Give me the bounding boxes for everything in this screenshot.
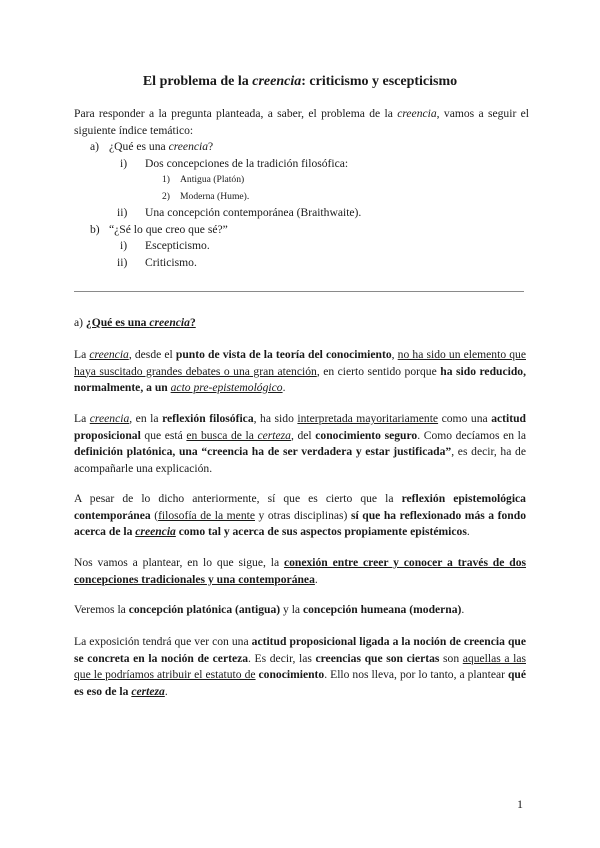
toc-item-b-ii	[74, 255, 529, 272]
toc-item-a-i-1	[74, 172, 529, 189]
toc-text: Escepticismo.	[145, 239, 210, 252]
toc-text: Moderna (Hume).	[180, 190, 250, 202]
paragraph-3: A pesar de lo dicho anteriormente, sí que es cierto que la reflexión epistemológica contemporánea (filosofía de la mente y otras disciplinas) sí que ha reflexionado más a fondo acerca de la creencia como tal y acerca de sus aspectos propiamente epistémicos.	[74, 492, 526, 538]
title-text-end: : criticismo y escepticismo	[301, 74, 458, 89]
toc-marker: 2)	[162, 190, 170, 202]
paragraph-1: La creencia, desde el punto de vista de la teoría del conocimiento, no ha sido un elemento que haya suscitado grandes debates o una gran atención, en cierto sentido porque ha sido reducido, normalmente, a un acto pre-epistemológico.	[74, 348, 526, 394]
toc-text: Dos concepciones de la tradición filosófica:	[145, 156, 349, 170]
section-heading: a) ¿Qué es una creencia?	[74, 316, 196, 329]
title-text: El problema de la	[142, 74, 253, 89]
toc-item-a-i	[74, 156, 529, 173]
title-italic: creencia	[252, 74, 302, 89]
toc-text: Antigua (Platón)	[180, 174, 245, 185]
intro-paragraph: Para responder a la pregunta planteada, a saber, el problema de la creencia, vamos a seguir el siguiente índice temático:	[74, 107, 530, 137]
toc-item-a-i-2	[74, 189, 529, 206]
toc-item-a	[74, 139, 529, 156]
toc-marker: ii)	[117, 206, 128, 219]
toc-text: ¿Qué es una creencia?	[109, 140, 214, 153]
toc-text: “¿Sé lo que creo que sé?”	[109, 222, 228, 236]
toc-marker: 1)	[162, 174, 170, 185]
toc-item-a-ii	[74, 205, 529, 222]
toc-marker: i)	[120, 156, 128, 170]
toc-text: Una concepción contemporánea (Braithwaite).	[145, 206, 362, 219]
section-divider	[74, 291, 524, 292]
toc-marker: ii)	[117, 255, 128, 269]
paragraph-5: Veremos la concepción platónica (antigua) y la concepción humeana (moderna).	[74, 603, 465, 616]
paragraph-4: Nos vamos a plantear, en lo que sigue, la conexión entre creer y conocer a través de dos concepciones tradicionales y una contemporánea.	[74, 556, 527, 586]
document-title	[0, 74, 600, 90]
paragraph-2: La creencia, en la reflexión filosófica, ha sido interpretada mayoritariamente como una actitud proposicional que está en busca de la certeza, del conocimiento seguro. Como decíamos en la definición platónica, una “creencia ha de ser verdadera y estar justificada”, es decir, ha de acompañarle una explicación.	[74, 412, 526, 475]
toc-item-b	[74, 222, 529, 239]
toc-marker: b)	[90, 222, 100, 236]
table-of-contents	[74, 139, 529, 271]
paragraph-6: La exposición tendrá que ver con una actitud proposicional ligada a la noción de creencia que se concreta en la noción de certeza. Es decir, las creencias que son ciertas son aquellas a las que le podríamos atribuir el estatuto de conocimiento. Ello nos lleva, por lo tanto, a plantear qué es eso de la certeza.	[74, 635, 527, 698]
toc-marker: i)	[120, 239, 128, 252]
toc-text: Criticismo.	[145, 255, 197, 269]
toc-marker: a)	[90, 140, 100, 153]
page-number: 1	[517, 797, 523, 811]
toc-item-b-i	[74, 238, 529, 255]
